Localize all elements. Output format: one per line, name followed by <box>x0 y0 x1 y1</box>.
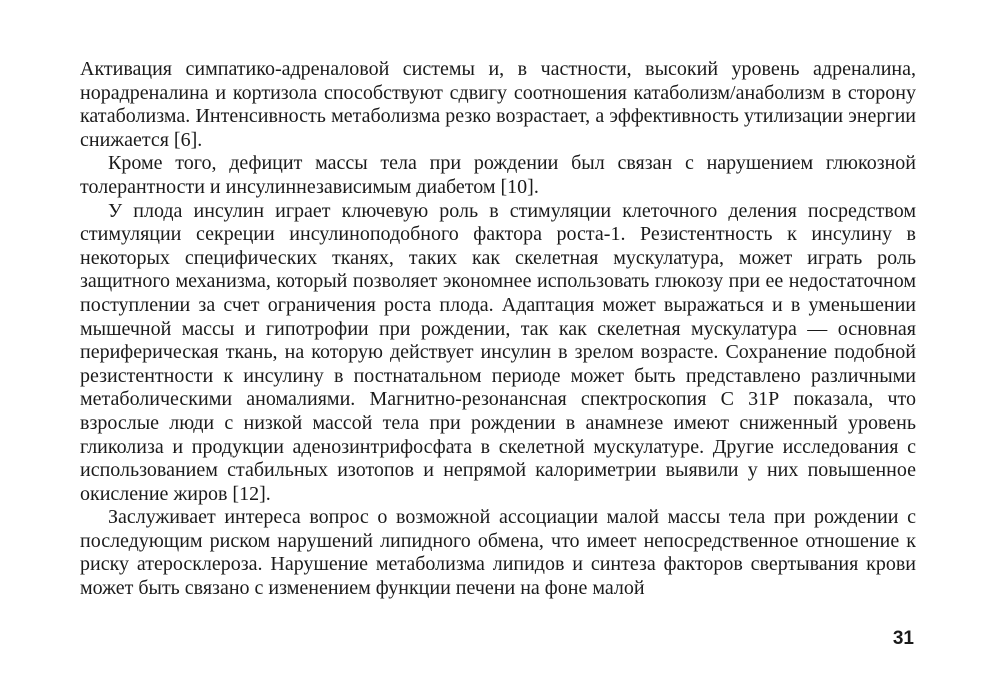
paragraph-3: У плода инсулин играет ключевую роль в стимуляции клеточного деления посредством стимуляции секреции инсулиноподобного фактора роста-1. Резистентность к инсулину в некоторых специфических тканях, таких как скелетная мускулатура, может играть роль защитного механизма, который позволяет экономнее использовать глюкозу при ее недостаточном поступлении за счет ограничения роста плода. Адаптация может выражаться и в уменьшении мышечной массы и гипотрофии при рождении, так как скелетная мускулатура — основная периферическая ткань, на которую действует инсулин в зрелом возрасте. Сохранение подобной резистентности к инсулину в постнатальном периоде может быть представлено различными метаболическими аномалиями. Магнитно-резонансная спектроскопия С 31Р показала, что взрослые люди с низкой массой тела при рождении в анамнезе имеют сниженный уровень гликолиза и продукции аденозинтрифосфата в скелетной мускулатуре. Другие исследования с использованием стабильных изотопов и непрямой калориметрии выявили у них повышенное окисление жиров [12]. <box>80 199 916 505</box>
paragraph-2: Кроме того, дефицит массы тела при рождении был связан с нарушением глюкозной толерантности и инсулиннезависимым диабетом [10]. <box>80 152 916 198</box>
page-number: 31 <box>892 628 914 649</box>
document-body <box>80 58 916 601</box>
paragraph-1: Активация симпатико-адреналовой системы и, в частности, высокий уровень адреналина, норадреналина и кортизола способствуют сдвигу соотношения катаболизм/анаболизм в сторону катаболизма. Интенсивность метаболизма резко возрастает, а эффективность утилизации энергии снижается [6]. <box>80 58 916 151</box>
paragraph-4: Заслуживает интереса вопрос о возможной ассоциации малой массы тела при рождении с последующим риском нарушений липидного обмена, что имеет непосредственное отношение к риску атеросклероза. Нарушение метаболизма липидов и синтеза факторов свертывания крови может быть связано с изменением функции печени на фоне малой <box>80 506 916 600</box>
